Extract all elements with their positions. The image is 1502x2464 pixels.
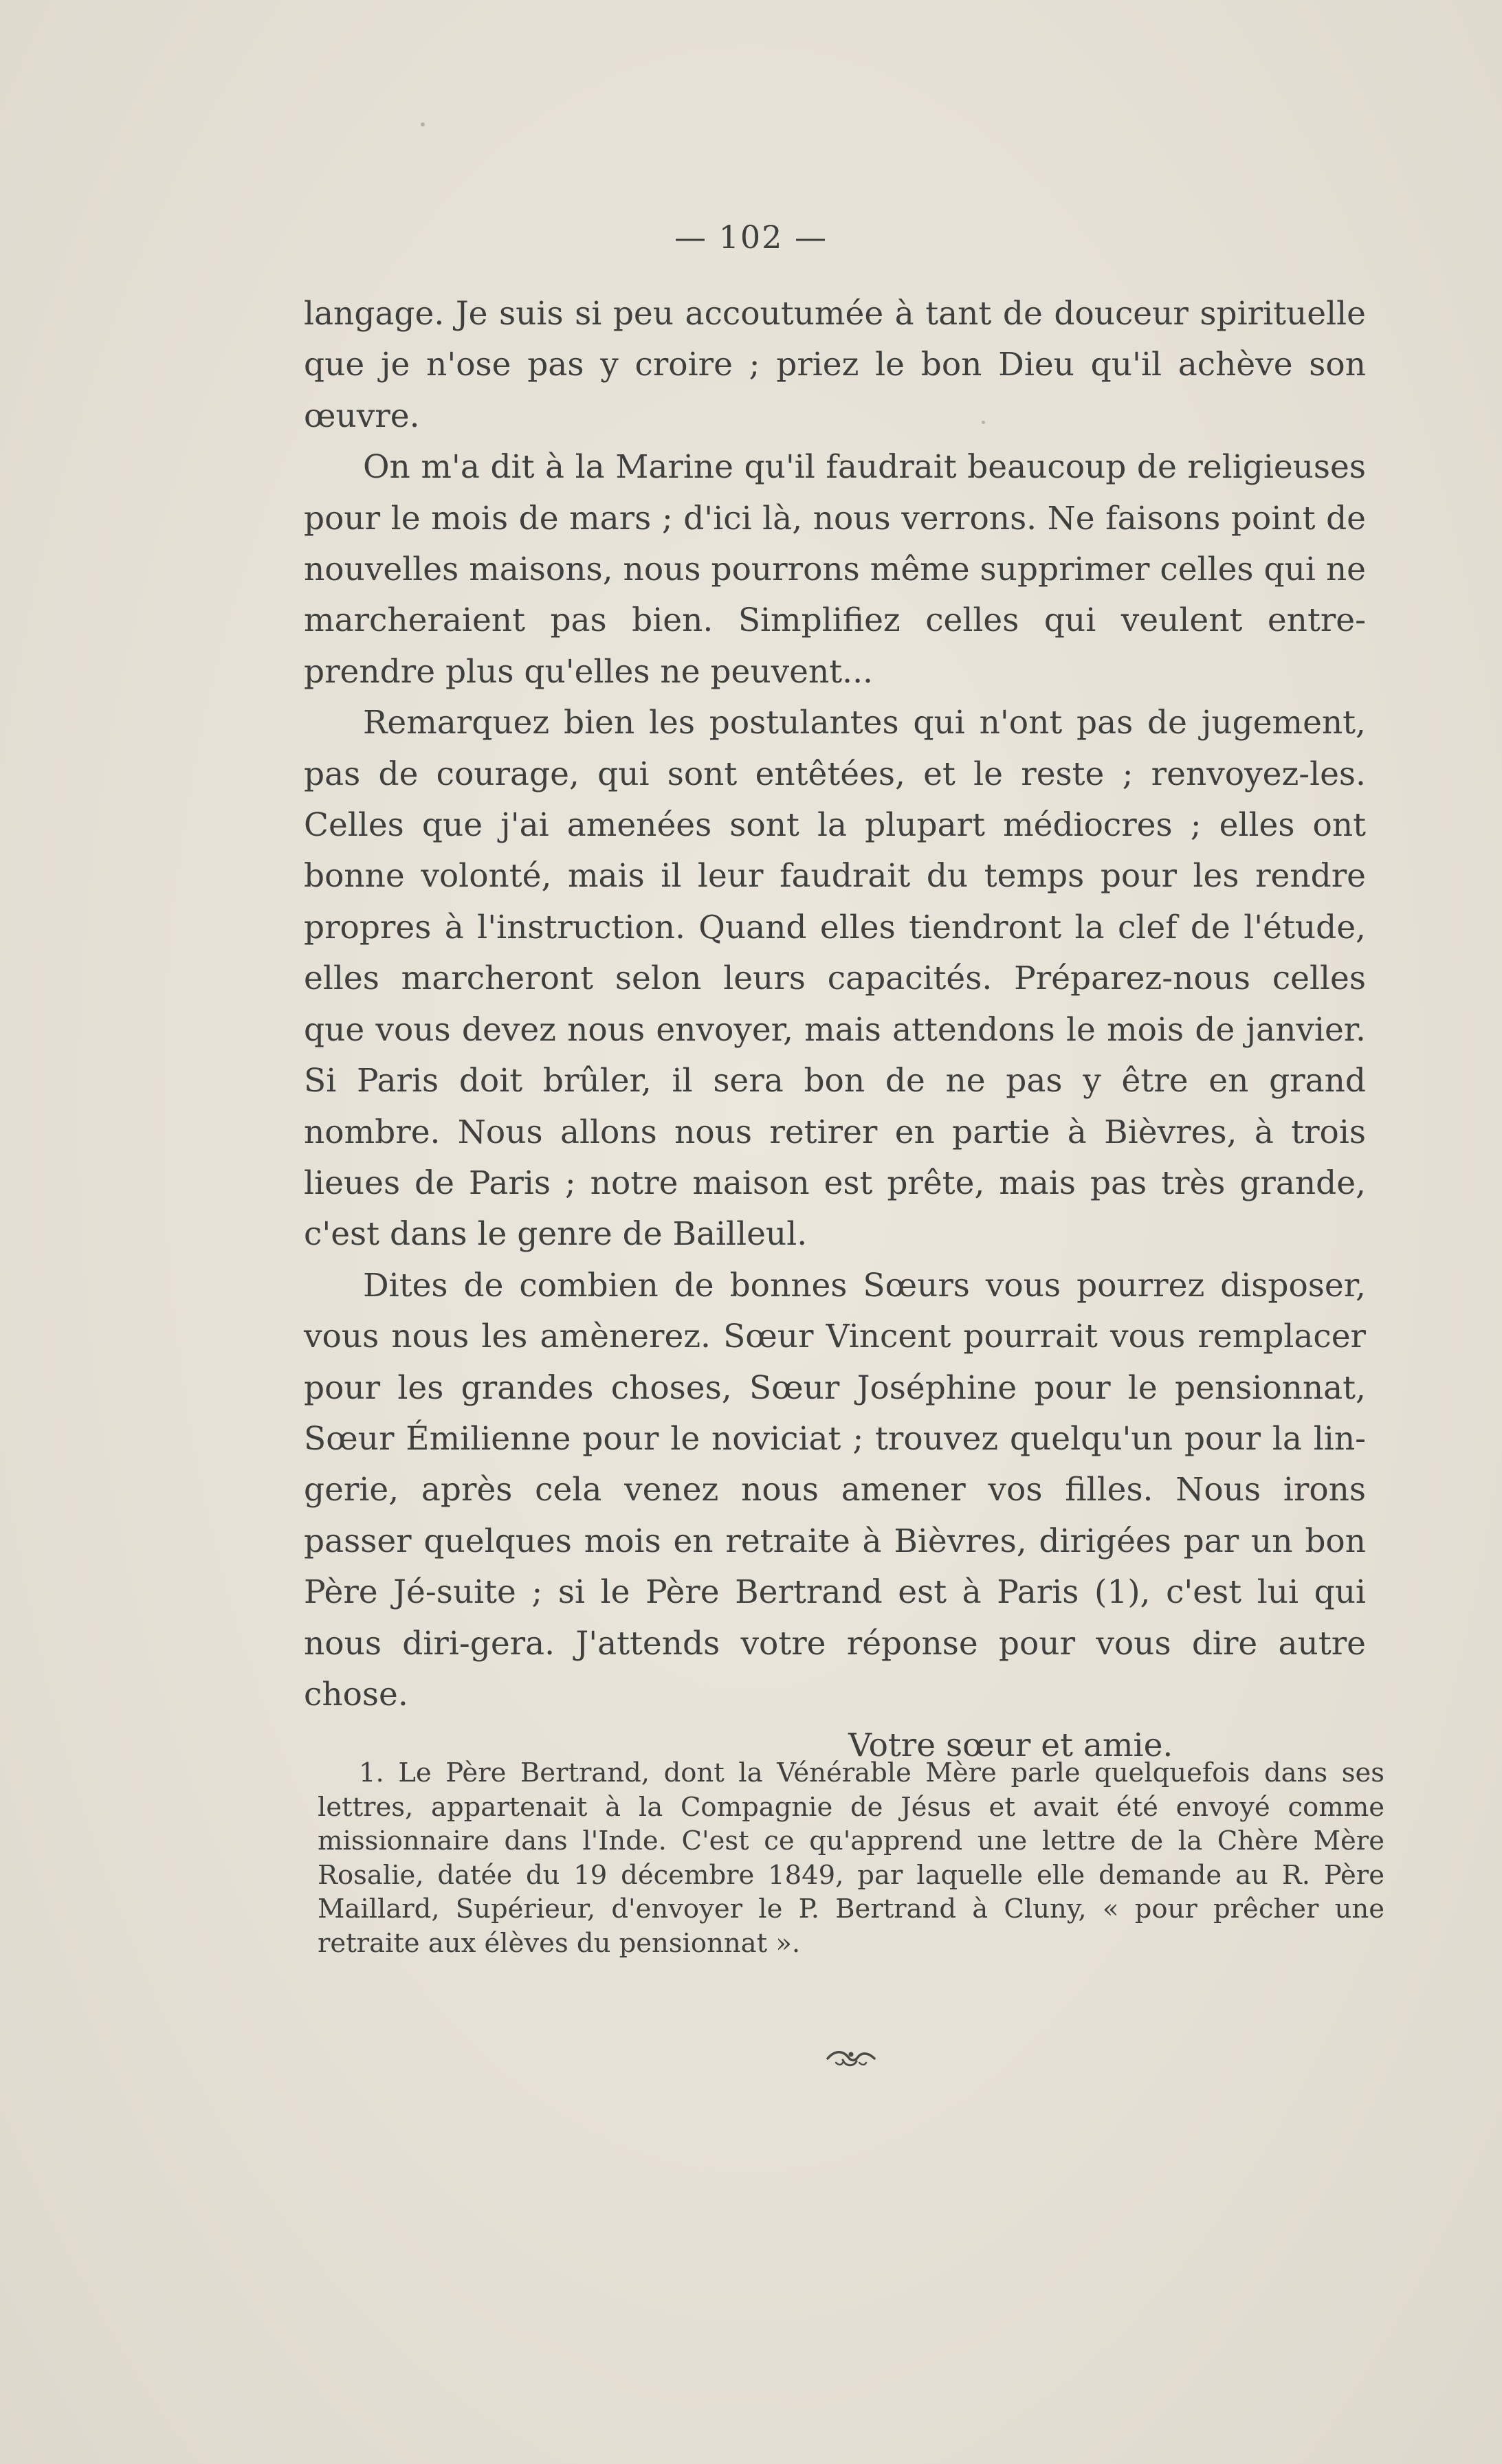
signature-line: Votre sœur et amie. (848, 1727, 1173, 1765)
page-number: — 102 — (674, 219, 828, 256)
footnote-text: 1. Le Père Bertrand, dont la Vénérable Mère parle quelquefois dans ses lettres, appartenait à la Compagnie de Jésus et avait été envoyé comme missionnaire dans l'Inde. C'est ce qu'apprend une lettre de la Chère Mère Rosalie, datée du 19 décembre 1849, par laquelle elle demande au R. Père Maillard, Supérieur, d'envoyer le P. Bertrand à Cluny, « pour prêcher une retraite aux élèves du pensionnat ». (318, 1757, 1384, 1959)
footnote (318, 1756, 1384, 1960)
paragraph-1: langage. Je suis si peu accoutumée à tant de douceur spirituelle que je n'ose pas y croire ; priez le bon Dieu qu'il achève son œuvre. (304, 295, 1366, 435)
paragraph-3: Remarquez bien les postulantes qui n'ont pas de jugement, pas de courage, qui sont entêtées, et le reste ; renvoyez-les. Celles que j'ai amenées sont la plupart médiocres ; elles ont bonne volonté, mais il leur faudrait du temps pour les rendre propres à l'instruction. Quand elles tiendront la clef de l'étude, elles marcheront selon leurs capacités. Préparez-nous celles que vous devez nous envoyer, mais attendons le mois de janvier. Si Paris doit brûler, il sera bon de ne pas y être en grand nombre. Nous allons nous retirer en partie à Bièvres, à trois lieues de Paris ; notre maison est prête, mais pas très grande, c'est dans le genre de Bailleul. (304, 704, 1366, 1254)
paragraph-4: Dites de combien de bonnes Sœurs vous pourrez disposer, vous nous les amènerez. Sœur Vincent pourrait vous remplacer pour les grandes choses, Sœur Joséphine pour le pensionnat, Sœur Émilienne pour le noviciat ; trouvez quelqu'un pour la lin-gerie, après cela venez nous amener vos filles. Nous irons passer quelques mois en retraite à Bièvres, dirigées par un bon Père Jé-suite ; si le Père Bertrand est à Paris (1), c'est lui qui nous diri-gera. J'attends votre réponse pour vous dire autre chose. (304, 1266, 1366, 1713)
paper-speck (421, 122, 425, 126)
paragraph-2: On m'a dit à la Marine qu'il faudrait beaucoup de religieuses pour le mois de mars ; d'ici là, nous verrons. Ne faisons point de nouvelles maisons, nous pourrons même supprimer celles qui ne marcheraient pas bien. Simplifiez celles qui veulent entre-prendre plus qu'elles ne peuvent... (304, 448, 1366, 691)
letter-body (304, 289, 1366, 1772)
fleuron-icon (824, 2045, 879, 2072)
